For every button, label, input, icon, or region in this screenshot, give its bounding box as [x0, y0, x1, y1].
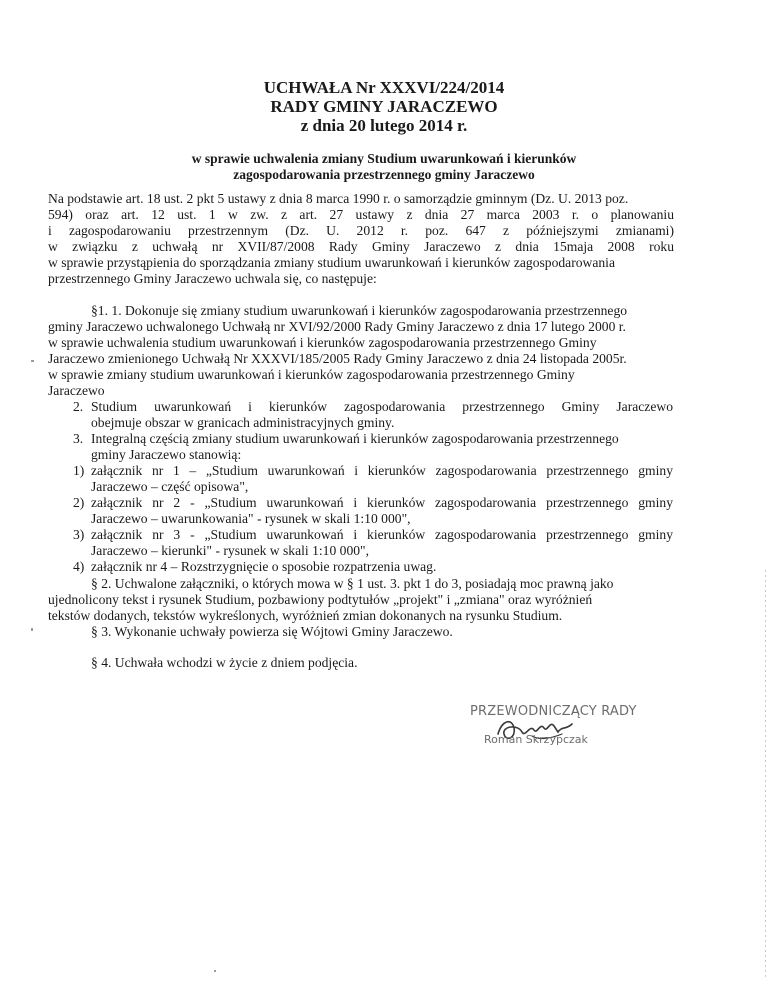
preamble-line: przestrzennego Gminy Jaraczewo uchwala się, co następuje: — [48, 271, 377, 286]
attachment-number: 4) — [73, 559, 85, 574]
section2-line: ujednolicony tekst i rysunek Studium, pozbawiony podtytułów „projekt" i „zmiana" oraz wyróżnień — [48, 592, 593, 607]
list-item-text: Integralną częścią zmiany studium uwarunkowań i kierunków zagospodarowania przestrzennego — [91, 431, 619, 446]
preamble-line: 594) oraz art. 12 ust. 1 w zw. z art. 27 ustawy z dnia 27 marca 2003 r. o planowaniu — [48, 207, 674, 222]
attachment-number: 2) — [73, 495, 85, 510]
scan-speck — [31, 628, 33, 631]
list-item-text: gminy Jaraczewo stanowią: — [91, 447, 242, 462]
attachment-text: załącznik nr 1 – „Studium uwarunkowań i kierunków zagospodarowania przestrzennego gminy — [91, 463, 673, 478]
attachment-text: Jaraczewo – część opisowa", — [91, 479, 249, 494]
section1-line: Jaraczewo — [48, 383, 105, 398]
resolution-title: UCHWAŁA Nr XXXVI/224/2014 — [263, 78, 505, 97]
list-item-text: Studium uwarunkowań i kierunków zagospodarowania przestrzennego Gminy Jaraczewo — [91, 399, 673, 414]
attachment-text: Jaraczewo – uwarunkowania" - rysunek w skali 1:10 000", — [91, 511, 411, 526]
signatory-name: Roman Skrzypczak — [484, 733, 588, 746]
list-item-text: obejmuje obszar w granicach administracyjnych gminy. — [91, 415, 395, 430]
scan-speck — [214, 970, 216, 972]
preamble-line: w związku z uchwałą nr XVII/87/2008 Rady Gminy Jaraczewo z dnia 15maja 2008 roku — [48, 239, 674, 254]
list-number: 2. — [73, 399, 84, 414]
scan-edge — [765, 570, 766, 980]
section1-line: §1. 1. Dokonuje się zmiany studium uwarunkowań i kierunków zagospodarowania przestrzennego — [91, 303, 628, 318]
resolution-date: z dnia 20 lutego 2014 r. — [300, 116, 468, 135]
section4-text: § 4. Uchwała wchodzi w życie z dniem podjęcia. — [91, 655, 358, 670]
list-number: 3. — [73, 431, 84, 446]
attachment-text: załącznik nr 3 - „Studium uwarunkowań i kierunków zagospodarowania przestrzennego gminy — [91, 527, 673, 542]
subject-line-2: zagospodarowania przestrzennego gminy Jaraczewo — [233, 167, 535, 182]
preamble-line: i zagospodarowaniu przestrzennym (Dz. U. 2012 r. poz. 647 z późniejszymi zmianami) — [48, 223, 674, 238]
section2-line: § 2. Uchwalone załączniki, o których mowa w § 1 ust. 3. pkt 1 do 3, posiadają moc prawną jako — [91, 576, 614, 591]
scan-speck — [31, 360, 34, 362]
attachment-text: Jaraczewo – kierunki" - rysunek w skali 1:10 000", — [91, 543, 369, 558]
section2-line: tekstów dodanych, tekstów wykreślonych, wyróżnień zmian dokonanych na rysunku Studium. — [48, 608, 563, 623]
attachment-number: 1) — [73, 463, 85, 478]
section1-line: gminy Jaraczewo uchwalonego Uchwałą nr XVI/92/2000 Rady Gminy Jaraczewo z dnia 17 lutego 2000 r. — [48, 319, 626, 334]
section1-line: w sprawie zmiany studium uwarunkowań i kierunków zagospodarowania przestrzennego Gminy — [48, 367, 575, 382]
attachment-number: 3) — [73, 527, 85, 542]
preamble-line: w sprawie przystąpienia do sporządzania zmiany studium uwarunkowań i kierunków zagospodarowania — [48, 255, 615, 270]
section1-line: w sprawie uchwalenia studium uwarunkowań i kierunków zagospodarowania przestrzennego Gminy — [48, 335, 597, 350]
council-name: RADY GMINY JARACZEWO — [270, 97, 498, 116]
attachment-text: załącznik nr 4 – Rozstrzygnięcie o sposobie rozpatrzenia uwag. — [91, 559, 437, 574]
attachment-text: załącznik nr 2 - „Studium uwarunkowań i kierunków zagospodarowania przestrzennego gminy — [91, 495, 673, 510]
signature-title: PRZEWODNICZĄCY RADY — [470, 704, 637, 719]
subject-line-1: w sprawie uchwalenia zmiany Studium uwarunkowań i kierunków — [191, 151, 577, 166]
section1-line: Jaraczewo zmienionego Uchwałą Nr XXXVI/185/2005 Rady Gminy Jaraczewo z dnia 24 listopada 2005r. — [48, 351, 627, 366]
section3-text: § 3. Wykonanie uchwały powierza się Wójtowi Gminy Jaraczewo. — [91, 624, 453, 639]
preamble-line: Na podstawie art. 18 ust. 2 pkt 5 ustawy z dnia 8 marca 1990 r. o samorządzie gminnym (Dz. U. 2013 poz. — [48, 191, 629, 206]
